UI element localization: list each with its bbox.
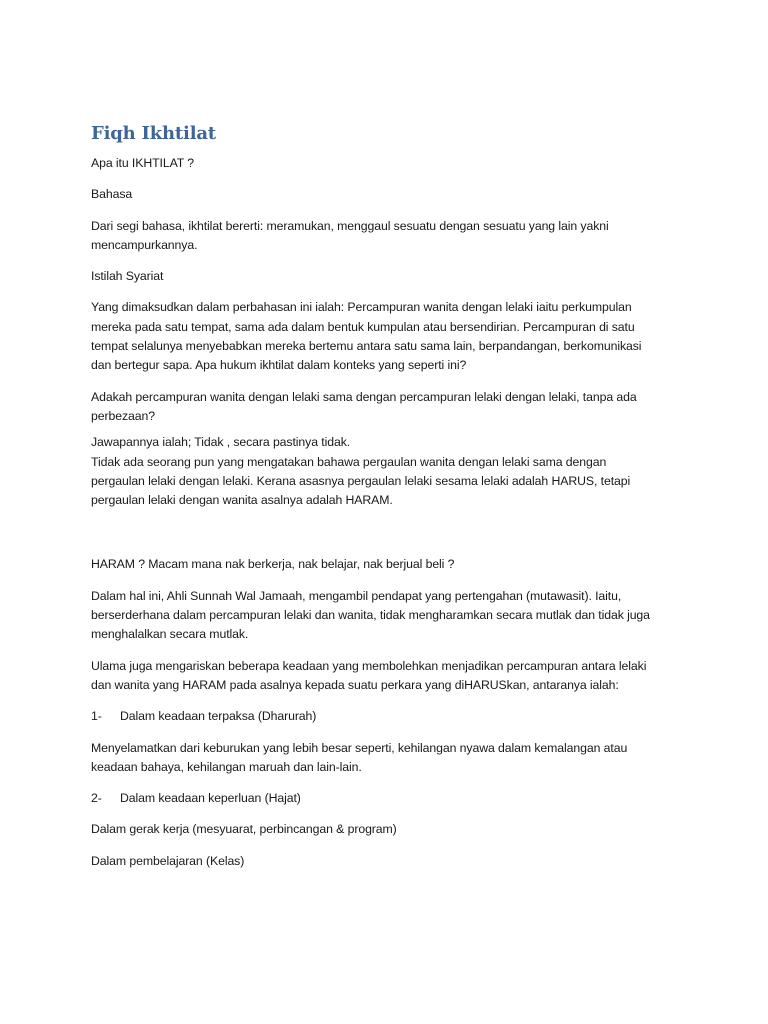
text-line: dan bertegur sapa. Apa hukum ikhtilat dalam konteks yang seperti ini? — [91, 358, 467, 373]
text-line: Menyelamatkan dari keburukan yang lebih besar seperti, kehilangan nyawa dalam kemalangan atau — [91, 740, 628, 755]
text-line: Dari segi bahasa, ikhtilat bererti: meramukan, menggaul sesuatu dengan sesuatu yang lain yakni — [91, 218, 609, 233]
paragraph-item2-example1: Dalam gerak kerja (mesyuarat, perbincangan & program) — [91, 822, 397, 837]
paragraph-ulama — [91, 657, 691, 696]
paragraph-question — [91, 388, 691, 427]
text-line: mereka pada satu tempat, sama ada dalam bentuk kumpulan atau bersendirian. Percampuran di satu — [91, 319, 635, 334]
text-line: Jawapannya ialah; Tidak , secara pastinya tidak. — [91, 435, 351, 450]
item-label: Dalam keadaan terpaksa (Dharurah) — [120, 709, 317, 724]
document-body — [91, 122, 691, 883]
numbered-item-2 — [91, 789, 691, 808]
item-number: 1- — [91, 709, 102, 724]
document-subtitle: Apa itu IKHTILAT ? — [91, 156, 194, 170]
paragraph-item2-example2: Dalam pembelajaran (Kelas) — [91, 853, 245, 868]
text-line: Tidak ada seorang pun yang mengatakan bahawa pergaulan wanita dengan lelaki sama dengan — [91, 454, 607, 469]
paragraph-ahli-sunnah — [91, 587, 691, 645]
item-number: 2- — [91, 791, 102, 806]
text-line: Adakah percampuran wanita dengan lelaki sama dengan percampuran lelaki dengan lelaki, tanpa ada — [91, 389, 637, 404]
paragraph-answer — [91, 433, 691, 510]
text-line: pergaulan lelaki dengan wanita asalnya adalah HARAM. — [91, 493, 393, 508]
text-line: pergaulan lelaki dengan lelaki. Kerana asasnya pergaulan lelaki sesama lelaki adalah HARUS, tetapi — [91, 473, 631, 488]
text-line: tempat selalunya menyebabkan mereka bertemu antara satu sama lain, berpandangan, berkomunikasi — [91, 339, 642, 354]
text-line: perbezaan? — [91, 408, 155, 423]
paragraph-bahasa — [91, 217, 691, 256]
text-line: Ulama juga mengariskan beberapa keadaan yang membolehkan menjadikan percampuran antara lelaki — [91, 658, 647, 673]
text-line: keadaan bahaya, kehilangan maruah dan lain-lain. — [91, 759, 362, 774]
item-label: Dalam keadaan keperluan (Hajat) — [120, 791, 301, 806]
text-line: mencampurkannya. — [91, 237, 198, 252]
document-title: Fiqh Ikhtilat — [91, 123, 216, 144]
section-heading-istilah: Istilah Syariat — [91, 269, 164, 284]
text-line: Dalam hal ini, Ahli Sunnah Wal Jamaah, mengambil pendapat yang pertengahan (mutawasit). Iaitu, — [91, 588, 622, 603]
text-line: Yang dimaksudkan dalam perbahasan ini ialah: Percampuran wanita dengan lelaki iaitu perkumpulan — [91, 300, 632, 315]
paragraph-item1-desc — [91, 739, 691, 778]
text-line: berserderhana dalam percampuran lelaki dan wanita, tidak mengharamkan secara mutlak dan tidak juga — [91, 608, 650, 623]
text-line: menghalalkan secara mutlak. — [91, 627, 249, 642]
paragraph-istilah — [91, 298, 691, 375]
numbered-item-1 — [91, 707, 691, 726]
paragraph-haram-question: HARAM ? Macam mana nak berkerja, nak belajar, nak berjual beli ? — [91, 557, 455, 572]
section-heading-bahasa: Bahasa — [91, 187, 133, 202]
text-line: dan wanita yang HARAM pada asalnya kepada suatu perkara yang diHARUSkan, antaranya ialah: — [91, 677, 619, 692]
